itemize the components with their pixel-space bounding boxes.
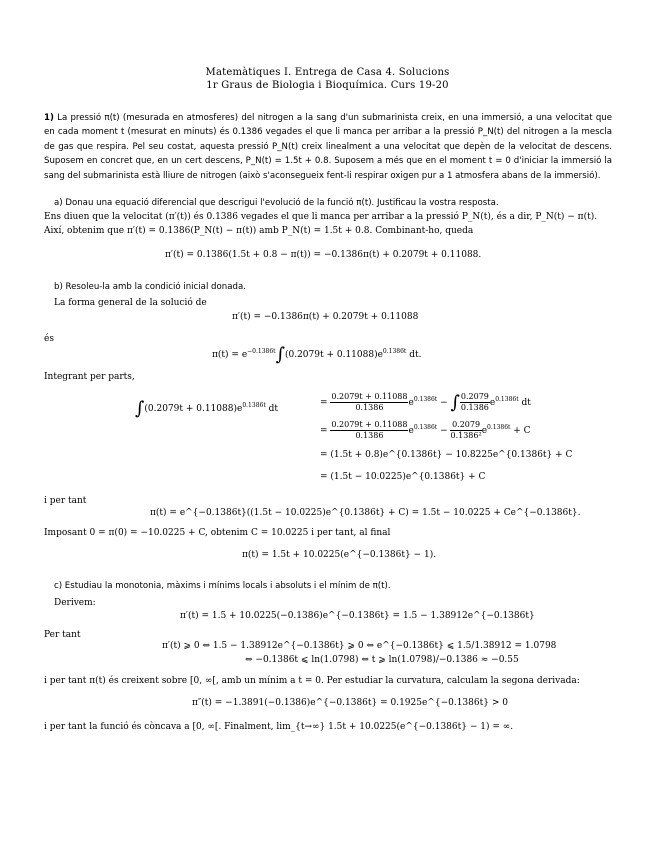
parts-line-4: = (1.5t − 10.0225)e^{0.1386t} + C: [320, 472, 486, 482]
parts-line-3: = (1.5t + 0.8)e^{0.1386t} − 10.8225e^{0.1386t} + C: [320, 450, 573, 460]
part-b-parts-intro: Integrant per parts,: [44, 372, 135, 382]
part-c-second-derivative: π″(t) = −1.3891(−0.1386)e^{−0.1386t} = 0.1925e^{−0.1386t} > 0: [192, 698, 508, 708]
part-c-derivem: Derivem:: [54, 598, 96, 608]
document-subtitle: 1r Graus de Biologia i Bioquímica. Curs 19-20: [206, 80, 449, 91]
part-b-solution-c: π(t) = e^{−0.1386t}((1.5t − 10.0225)e^{0.1386t} + C) = 1.5t − 10.0225 + Ce^{−0.1386t}.: [150, 508, 581, 518]
part-b-final-solution: π(t) = 1.5t + 10.0225(e^{−0.1386t} − 1).: [242, 550, 437, 560]
part-b-imposant: Imposant 0 = π(0) = −10.0225 + C, obtenim C = 10.0225 i per tant, al final: [44, 528, 391, 538]
part-a-line2: Així, obtenim que π′(t) = 0.1386(P_N(t) − π(t)) amb P_N(t) = 1.5t + 0.8. Combinant-ho, queda: [44, 226, 474, 236]
parts-lhs-body: (0.2079t + 0.11088)e: [144, 404, 243, 414]
gs-exp2: 0.1386t: [382, 348, 407, 355]
part-c-question: c) Estudiau la monotonia, màxims i mínims locals i absoluts i el mínim de π(t).: [54, 581, 391, 591]
part-b-question: b) Resoleu-la amb la condició inicial donada.: [54, 282, 246, 292]
fraction: $\frac{0.2079}{\text{0.1386²}}$: [450, 420, 482, 440]
gs-right: (0.2079t + 0.11088)e: [284, 350, 383, 360]
parts-line-2: = $\frac{0.2079t + 0.11088}{0.1386}$ $e^{0.1386t}$ − $\frac{0.2079}{\text{0.1386²}}$ $e^{0.1386t} + C$: [320, 420, 531, 440]
problem-text: La pressió π(t) (mesurada en atmosferes) del nitrogen a la sang d'un submarinista creix, en una immersió, a una velocitat que en cada moment t (mesurat en minuts) és 0.1386 vegades el que li manca per arribar a la pressió P_N(t) del nitrogen a la mescla de gas que respira. Pel seu costat, aquesta pressió P_N(t) creix linealment a una velocitat que depèn de la velocitat de descens. Suposem en concret que, en un cert descens, P_N(t) = 1.5t + 0.8. Suposem a més que en el moment t = 0 d'iniciar la immersió la sang del submarinista està lliure de nitrogen (això s'aconsegueix fent-li respirar oxigen pur a 1 atmosfera abans de la immersió).: [44, 113, 613, 181]
problem-statement: [44, 111, 612, 183]
part-c-per-tant: Per tant: [44, 630, 81, 640]
part-c-inequality-1: π′(t) ⩾ 0 ⇔ 1.5 − 1.38912e^{−0.1386t} ⩾ 0 ⇔ e^{−0.1386t} ⩽ 1.5/1.38912 = 1.0798: [162, 641, 557, 651]
part-b-es: és: [44, 334, 54, 344]
gs-end: dt.: [409, 350, 422, 360]
part-c-creixent: i per tant π(t) és creixent sobre [0, ∞[, amb un mínim a t = 0. Per estudiar la curvatura, calculam la segona derivada:: [44, 676, 580, 686]
part-c-inequality-2: ⇔ −0.1386t ⩽ ln(1.0798) ⇔ t ⩾ ln(1.0798)/−0.1386 ≈ −0.55: [245, 655, 519, 665]
part-c-derivative: π′(t) = 1.5 + 10.0225(−0.1386)e^{−0.1386t} = 1.5 − 1.38912e^{−0.1386t}: [180, 611, 535, 621]
fraction: $\frac{0.2079t + 0.11088}{0.1386}$: [331, 392, 408, 412]
part-a-equation: π′(t) = 0.1386(1.5t + 0.8 − π(t)) = −0.1386π(t) + 0.2079t + 0.11088.: [165, 250, 482, 260]
part-b-per-tant: i per tant: [44, 496, 87, 506]
part-b-intro: La forma general de la solució de: [54, 298, 207, 308]
parts-lhs: [135, 398, 278, 419]
integral-sign: ∫: [275, 344, 285, 365]
parts-lhs-dt: dt: [268, 404, 278, 414]
fraction: $\frac{0.2079t + 0.11088}{0.1386}$: [331, 420, 408, 440]
part-b-ode: π′(t) = −0.1386π(t) + 0.2079t + 0.11088: [232, 312, 419, 322]
part-a-line1: Ens diuen que la velocitat (π′(t)) és 0.1386 vegades el que li manca per arribar a la pressió P_N(t), és a dir, P_N(t) − π(t).: [44, 212, 598, 222]
integral-sign: ∫: [450, 392, 460, 413]
parts-lhs-exp: 0.1386t: [242, 402, 266, 409]
integral-sign: ∫: [135, 398, 145, 419]
gs-left: π(t) = e: [212, 350, 248, 360]
parts-line-1: = $\frac{0.2079t + 0.11088}{0.1386}$ $e^{0.1386t}$ − ∫ $\frac{0.2079}{0.1386}$ $e^{0.1386t}$ dt: [320, 392, 531, 413]
fraction: $\frac{0.2079}{0.1386}$: [460, 392, 489, 412]
problem-number: 1): [44, 113, 54, 123]
gs-exp: −0.1386t: [247, 348, 276, 355]
part-b-general-solution: [212, 344, 421, 365]
document-title: Matemàtiques I. Entrega de Casa 4. Solucions: [205, 67, 450, 78]
part-c-concava: i per tant la funció és còncava a [0, ∞[. Finalment, lim_{t→∞} 1.5t + 10.0225(e^{−0.1386t} − 1) = ∞.: [44, 722, 514, 732]
part-a-question: a) Donau una equació diferencial que descrigui l'evolució de la funció π(t). Justificau la vostra resposta.: [54, 198, 499, 208]
